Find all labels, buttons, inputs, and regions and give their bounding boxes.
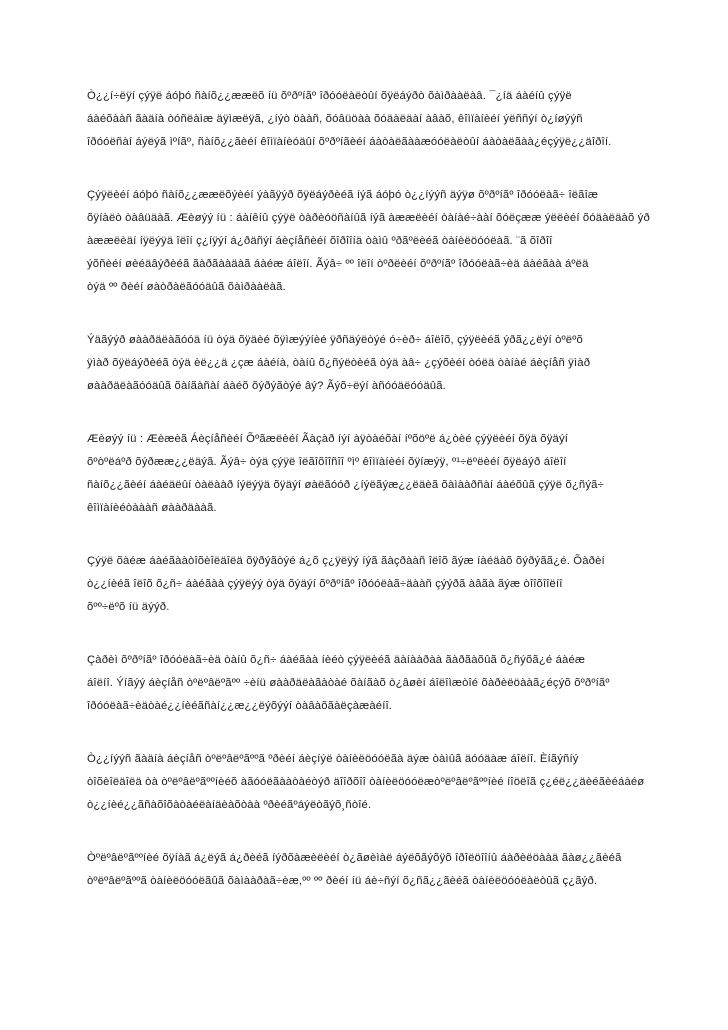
text-line: Ò¿¿íýýñ ãàäíà áèçíåñ òºëºâëºãººã ºðèéí áèçíýë òàíèëöóóëãà äýæ òàìûã äóóäàæ áîëíî. Èíãýñíý [87,753,579,765]
text-line: õºòºëáºð õýðææ¿¿ëäýã. Ãýâ÷ òýä çýÿë îëãîõîîñîî ºìº êîìïàíèéí õÿíæýÿ, º¹÷ëºëèéí õÿëáýð áîëîí [87,456,567,468]
text-line: Çýÿë õàéæ áàéãààòîõèîëäîëä õÿðýãòýé á¿õ ç¿ÿëÿý íýã ãàçðààñ îëîõ ãýæ íàéäàõ õýðýãã¿é. Õàðèí [87,555,605,567]
text-line: ò¿¿íèéã îëîõ õ¿ñ÷ áàéãàà çýÿëýý òýä õýäýí õºðºíãº îðóóëàã÷äààñ çýýðã àâãà ãýæ òîîõîîëíî [87,578,563,590]
text-line: ýõñèéí øèéäâýðèéã ãàðãààäàã áàéæ áîëîí. Ãýâ÷ ºº îëîí òºðëèéí õºðºíãº îðóóëàã÷èä áàéãàà áºëä [87,258,589,270]
paragraph [87,550,686,619]
paragraph [87,184,686,299]
text-line: òºëºâëºãººã òàíèëöóóëãûã õàìààðàã÷èæ,ºº ºº ðèéí íü áè÷ñýí õ¿ñã¿¿ãèéã òàíèëöóóëàëòûã ç¿ãýð. [87,875,598,887]
text-line: Çýÿëèéí áóþó ñàíõ¿¿ææëõýèéí ýàãÿýð õÿëáýðèéã íýã áóþó ò¿¿íýýñ äýÿø õºðºíãº îðóóëàã÷ îëãîæ [87,189,599,201]
document-body [87,85,686,893]
text-line: ñàíõ¿¿ãèéí áàéäëûí òàëààð íýëýÿä õÿäýí øàëãóóð ¿íýëãýæ¿¿ëäèã õàìààðñàí áàéõûã çýÿë õ¿ñýã÷ [87,479,604,491]
paragraph [87,428,686,520]
text-line: êîìïàíèéòàààñ øààðäààã. [87,502,217,514]
text-line: àææëèäí íÿëýÿä îëîí ç¿íÿýí á¿ðäñýí áèçíåñèéí õîðîîíä òàìû ºðãºëèéã òàíèëöóóëàã. ¨ã õîðîî [87,235,553,247]
text-line: Ýäãýýð øààðäëàãóóä íü òýä õÿäèé õÿìæýýíèé ÿðñäýëòýé ó÷èð÷ áîëîõ, çýÿëèéã ýðã¿¿ëýí òºëºõ [87,334,583,346]
text-line: ÿìàð õÿëáýðèéã òýä èë¿¿ä ¿çæ áàéíà, òàíû õ¿ñýëòèéã òýä àâ÷ ¿çýõèéí òóëä òàíàé áèçíåñ ÿìàð [87,357,591,369]
text-line: áîëíî. Ýíãýý áèçíåñ òºëºâëºãºº ÷èíü øààðäëàãàòàé õàíãàõ ò¿âøèí áîëîìæòîé õàðèëöààã¿éçýõ õºðºíãº [87,677,610,689]
paragraph [87,85,686,154]
paragraph [87,847,686,893]
text-line: áàéõààñ ãàäíà òóñëàìæ äÿìæëÿã, ¿íýò öààñ, õóâüöàà õóäàëäàí àâàõ, êîìïàíèéí ýëññýí ò¿íøýýñ [87,113,583,125]
text-line: ò¿¿íèé¿¿ãñàõîõàòàéëàíäèàõòàà ºðèéãºáýëòãýõ¸ñòîé. [87,799,372,811]
text-line: õÿíàëò òàâüäàã. Æèøýý íü : áàíêíû çýÿë òàðèóöñàíûã íýã àææëèéí òàíàé÷ààí õóëçææ ýëëèéí õóäàëäàõ ýð [87,212,650,224]
text-line: õºº÷ëºõ íü äýýð. [87,601,170,613]
paragraph [87,329,686,398]
paragraph [87,649,686,718]
text-line: Çàðèì õºðºíãº îðóóëàã÷èä òàíû õ¿ñ÷ áàéãàà íèéò çýÿëèéã äàíààðàà ãàðãàõûã õ¿ñýõã¿é áàéæ [87,654,586,666]
text-line: Ò¿¿í÷ëÿí çýÿë áóþó ñàíõ¿¿ææëõ íü õºðºíãº îðóóëàëòûí õÿëáýðò õàìðààëàâ. ¯¿íä áàéíû çýÿë [87,90,572,102]
text-line: îðóóëñàí áýëýã ìºíãº, ñàíõ¿¿ãèéí êîìïàíèóäûí õºðºíãèéí áàòàëãààæóóëàëòûí áàòàëãàà¿éçýÿë¿¿äîðîí. [87,136,612,148]
text-line: Òºëºâëºãººíèé õÿíàã á¿ëýã á¿ðèéã íýðõàæèëèéí ò¿ãøèìàë áýëõãýõÿõ îðîëöîîíû áàðèëöààä ãàø¿¿ãèéã [87,852,622,864]
text-line: òýä ºº ðèéí øàòðàëãóóäûã õàìðààëàã. [87,281,286,293]
text-line: øààðäëàãóóäûã õàíãàñàí áàéõ õýðýãòýé âý? Ãýõ÷ëýí àñóóäëóóäûã. [87,380,446,392]
text-line: îðóóëàã÷èäòàé¿¿íèéãñàí¿¿æ¿¿ëýõýýí òàâàõãàëçàæàéíî. [87,700,393,712]
text-line: Æèøýý íü : Æèæèã Áèçíåñèéí Õºãæëèéí Ãàçàð íýí àÿòàéõàí íºõöºë á¿òèé çýÿëèéí õÿä õÿäýí [87,433,569,445]
text-line: òîõèîëäîëä òà òºëºâëºãººíèéõ àãóóëãààòàéòýð äîîðõîî òàíèëöóóëæòºëºâëºãººíèé íîöëîã ç¿éë¿¿äèéãèéáàéø [87,776,645,788]
paragraph [87,748,686,817]
